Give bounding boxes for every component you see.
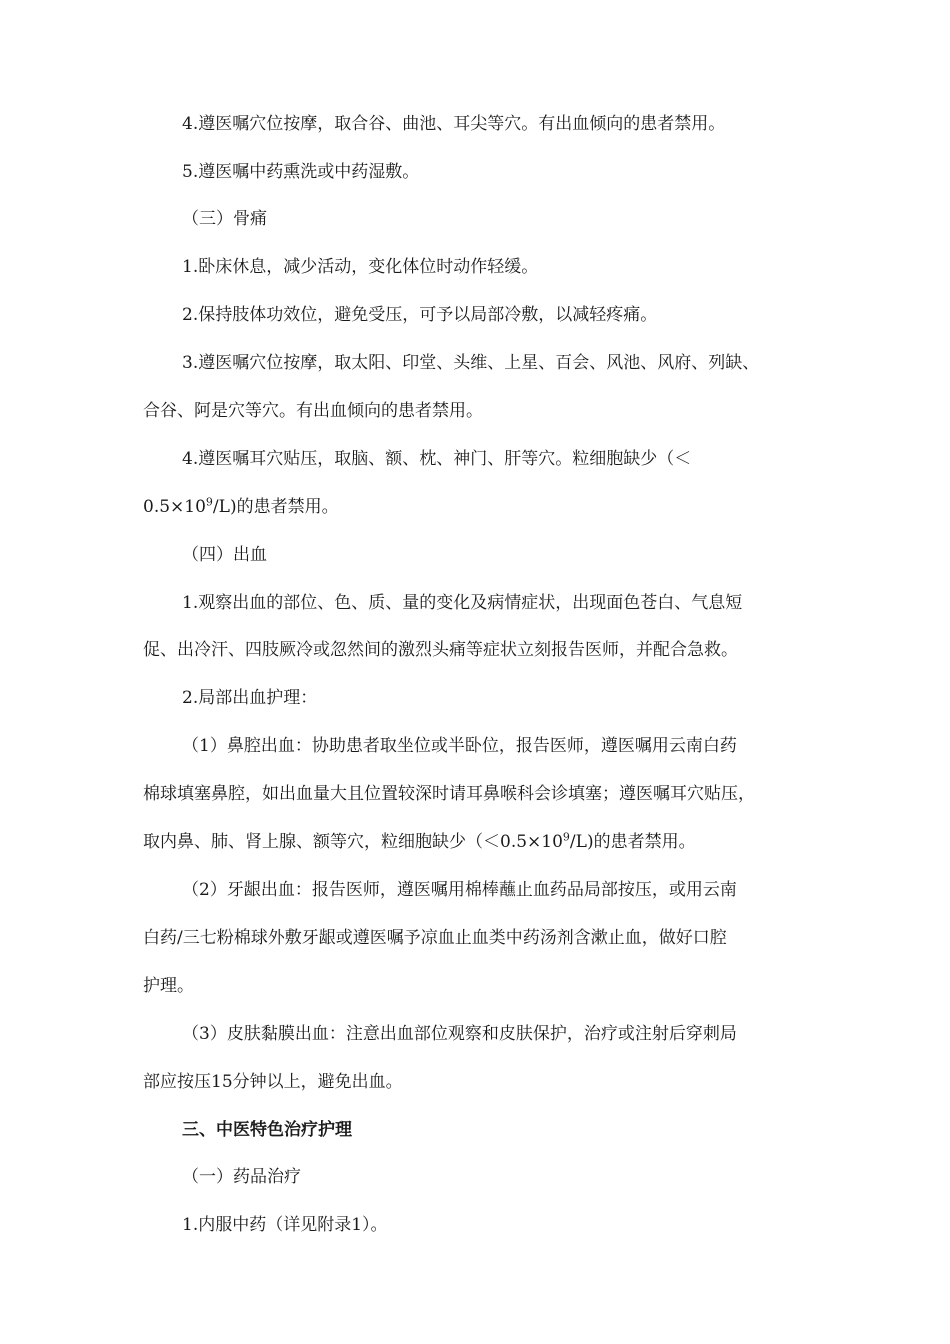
paragraph-line: 4.遵医嘱耳穴贴压，取脑、额、枕、神门、肝等穴。粒细胞缺少（＜ (182, 449, 692, 469)
paragraph-line: 合谷、阿是穴等穴。有出血倾向的患者禁用。 (143, 401, 483, 421)
paragraph-line: 5.遵医嘱中药熏洗或中药湿敷。 (182, 162, 420, 182)
paragraph-line: 2.局部出血护理： (182, 688, 318, 708)
paragraph-line: 促、出冷汗、四肢厥冷或忽然间的激烈头痛等症状立刻报告医师，并配合急救。 (143, 640, 738, 660)
paragraph-line: （3）皮肤黏膜出血：注意出血部位观察和皮肤保护，治疗或注射后穿刺局 (182, 1024, 737, 1044)
section-heading: （一）药品治疗 (182, 1167, 301, 1187)
paragraph-line: 部应按压15分钟以上，避免出血。 (143, 1072, 403, 1092)
paragraph-line: 1.观察出血的部位、色、质、量的变化及病情症状，出现面色苍白、气息短 (182, 593, 743, 613)
chapter-heading: 三、中医特色治疗护理 (182, 1120, 352, 1140)
value-text: /L)的患者禁用。 (569, 832, 696, 852)
paragraph-line: 1.内服中药（详见附录1）。 (182, 1215, 388, 1235)
paragraph-line: 4.遵医嘱穴位按摩，取合谷、曲池、耳尖等穴。有出血倾向的患者禁用。 (182, 114, 726, 134)
paragraph-line: 白药/三七粉棉球外敷牙龈或遵医嘱予凉血止血类中药汤剂含漱止血，做好口腔 (143, 928, 727, 948)
paragraph-line: 3.遵医嘱穴位按摩，取太阳、印堂、头维、上星、百会、风池、风府、列缺、 (182, 353, 760, 373)
paragraph-line: 棉球填塞鼻腔，如出血量大且位置较深时请耳鼻喉科会诊填塞；遵医嘱耳穴贴压， (143, 784, 755, 804)
value-text: /L)的患者禁用。 (212, 497, 339, 517)
paragraph-line: 2.保持肢体功效位，避免受压，可予以局部冷敷，以减轻疼痛。 (182, 305, 658, 325)
value-text: 取内鼻、肺、肾上腺、额等穴，粒细胞缺少（＜0.5×10 (143, 832, 563, 852)
superscript: 9 (205, 495, 213, 509)
paragraph-line: （1）鼻腔出血：协助患者取坐位或半卧位，报告医师，遵医嘱用云南白药 (182, 736, 737, 756)
paragraph-line: 1.卧床休息，减少活动，变化体位时动作轻缓。 (182, 257, 539, 277)
paragraph-line: 护理。 (143, 976, 194, 996)
paragraph-line (143, 830, 696, 854)
paragraph-line (143, 495, 339, 519)
section-heading: （四）出血 (182, 545, 267, 565)
section-heading: （三）骨痛 (182, 209, 267, 229)
value-text: 0.5×10 (143, 497, 206, 517)
paragraph-line: （2）牙龈出血：报告医师，遵医嘱用棉棒蘸止血药品局部按压，或用云南 (182, 880, 737, 900)
superscript: 9 (562, 830, 570, 844)
